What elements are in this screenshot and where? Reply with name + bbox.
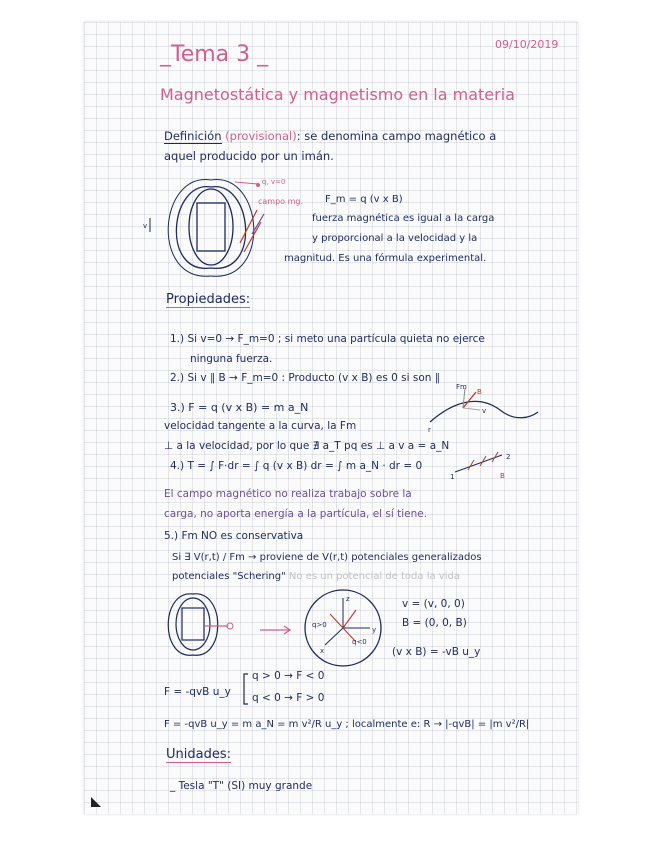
fig1-desc-2: y proporcional a la velocidad y la bbox=[312, 233, 478, 244]
campo-line-1: El campo magnético no realiza trabajo sobre la bbox=[164, 488, 412, 500]
unidades-heading bbox=[166, 748, 231, 761]
schering-label: potenciales "Schering" bbox=[172, 571, 286, 582]
fig4-label-1: 1 bbox=[450, 473, 455, 481]
fig4-b-label: B bbox=[500, 472, 505, 480]
fig1-v-label: v bbox=[143, 222, 148, 230]
property-2: 2.) Si v ∥ B → F_m=0 : Producto (v x B) es 0 si son ∥ bbox=[170, 372, 441, 384]
fig4-label-2: 2 bbox=[506, 453, 511, 461]
force-equation: F = -qvB u_y bbox=[164, 686, 231, 698]
fig2-q-pos: q>0 bbox=[312, 621, 327, 629]
fig1-force-equation: F_m = q (v x B) bbox=[325, 194, 403, 205]
fig2-x-label: x bbox=[320, 647, 325, 655]
fig2-q-neg: q<0 bbox=[352, 638, 367, 646]
fig3-fm-label: Fm bbox=[456, 383, 467, 391]
final-equation: F = -qvB u_y = m a_N = m v²/R u_y ; localmente e: R → |-qvB| = |m v²/R| bbox=[164, 719, 530, 730]
fig2-v-eq: v = (v, 0, 0) bbox=[402, 598, 465, 610]
page-subtitle: Magnetostática y magnetismo en la materia bbox=[160, 85, 515, 104]
definition-line-2: aquel producido por un imán. bbox=[164, 149, 334, 163]
fig3-b-label: B bbox=[477, 388, 482, 396]
property-1: 1.) Si v=0 → F_m=0 ; si meto una partícula quieta no ejerce bbox=[170, 333, 485, 345]
fig1-campo-label: campo mg. bbox=[258, 197, 304, 206]
fig1-q-label: q, v=0 bbox=[262, 178, 286, 186]
force-case-positive: q > 0 → F < 0 bbox=[252, 670, 325, 682]
date: 09/10/2019 bbox=[495, 38, 559, 51]
definition-paren: (provisional) bbox=[225, 129, 297, 143]
property-3: 3.) F = q (v x B) = m a_N bbox=[170, 401, 309, 414]
velocity-line-2: ⊥ a la velocidad, por lo que ∄ a_T pq es ⊥ a v a = a_N bbox=[164, 440, 450, 452]
velocity-line-1: velocidad tangente a la curva, la Fm bbox=[164, 420, 357, 432]
page-title: _Tema 3 _ bbox=[160, 42, 269, 67]
propiedades-label: Propiedades: bbox=[166, 292, 251, 307]
schering-line-1: Si ∃ V(r,t) / Fm → proviene de V(r,t) potenciales generalizados bbox=[172, 552, 482, 563]
campo-line-2: carga, no aporta energía a la partícula, el sí tiene. bbox=[164, 508, 428, 520]
property-5: 5.) Fm NO es conservativa bbox=[164, 530, 304, 542]
schering-note: No es un potencial de toda la vida bbox=[288, 571, 460, 582]
fig1-desc-1: fuerza magnética es igual a la carga bbox=[312, 213, 495, 224]
fig2-z-label: z bbox=[346, 595, 350, 603]
fig2-b-eq: B = (0, 0, B) bbox=[402, 617, 467, 629]
fig3-v-label: v bbox=[482, 407, 487, 415]
definition-label: Definición bbox=[164, 129, 222, 143]
property-4: 4.) T = ∫ F·dr = ∫ q (v x B) dr = ∫ m a_N · dr = 0 bbox=[170, 460, 423, 472]
force-case-negative: q < 0 → F > 0 bbox=[252, 692, 325, 704]
fig2-cross-eq: (v x B) = -vB u_y bbox=[392, 646, 481, 658]
definition-text-1: : se denomina campo magnético a bbox=[296, 129, 497, 143]
fig2-y-label: y bbox=[372, 626, 377, 634]
unidades-label: Unidades: bbox=[166, 747, 231, 762]
fig1-desc-3: magnitud. Es una fórmula experimental. bbox=[284, 253, 487, 264]
property-1-cont: ninguna fuerza. bbox=[190, 353, 273, 365]
tesla-unit: _ Tesla "T" (SI) muy grande bbox=[170, 780, 313, 792]
fig3-r-label: r bbox=[428, 426, 431, 434]
